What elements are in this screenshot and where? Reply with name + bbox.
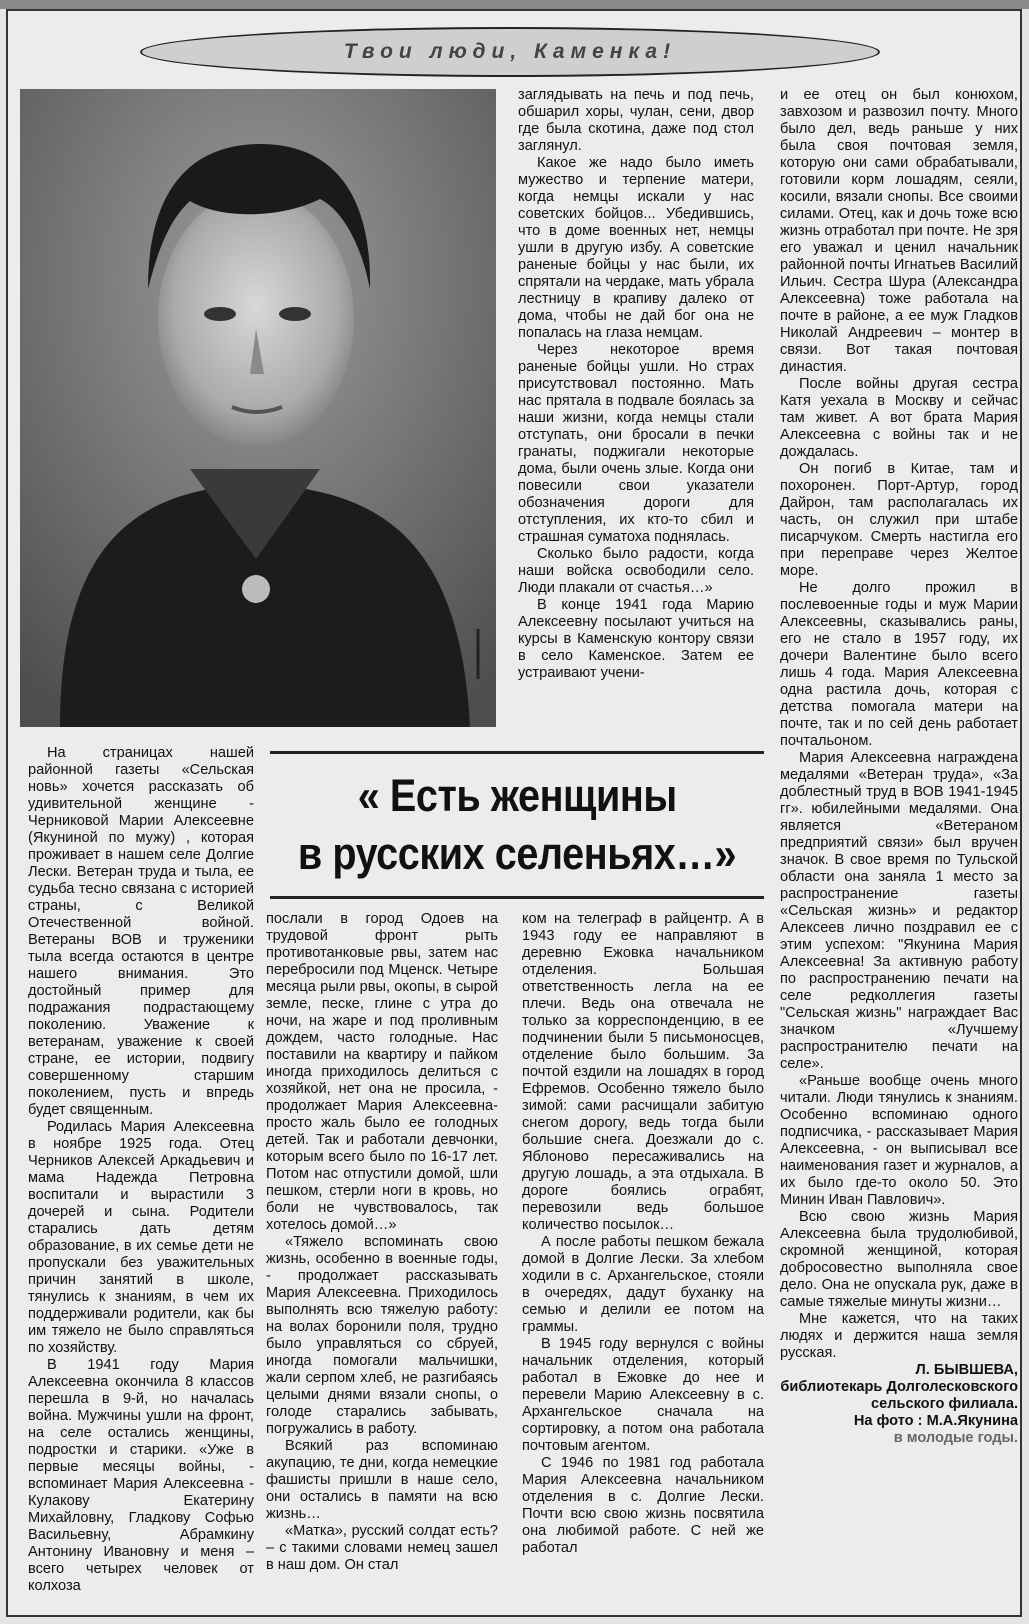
paragraph: Всякий раз вспоминаю акупацию, те дни, когда немецкие фашисты пришли в наше село, они остались в памяти на всю жизнь… <box>266 1438 498 1522</box>
paragraph: послали в город Одоев на трудовой фронт рыть противотанковые рвы, затем нас перебросили под Мценск. Четыре месяца рыли рвы, окопы, в сырой земле, песке, глине с утра до ночи, на жаре и под проливным дождем, часто голодные. Нас поставили на квартиру и пайком иногда приходилось делиться с хозяйкой, нет она не просила, - продолжает Мария Алексеевна- просто жаль было ее голодных детей. Так и работали девчонки, которым всего было по 16-17 лет. Потом нас отпустили домой, шли пешком, стерли ноги в кровь, но боли не чувствовалось, так хотелось домой…» <box>266 911 498 1233</box>
paragraph: Мария Алексеевна награждена медалями «Ветеран труда», «За доблестный труд в ВОВ 1941-1945 гг». юбилейными медалями. Она является «Ветераном предприятий связи» был вручен значок. В свое время по Тульской области она заняла 1 место за распространение газеты «Сельская жизнь» и редактор Алексеев лично поздравил ее с этим успехом: "Якунина Мария Алексеевна! За активную работу по распространению печати на селе редколлегия газеты "Сельская жизнь" награждает Вас значком «Лучшему распространителю печати на селе». <box>780 750 1018 1072</box>
photo-caption-2: в молодые годы. <box>893 1430 1018 1446</box>
paragraph: Не долго прожил в послевоенные годы и муж Марии Алексеевны, сказывались раны, его не стало в 1957 году, их дочери Валентине было всего лишь 4 года. Мария Алексеевна одна растила дочь, которая с детства помогала матери на почте, так и по сей день работает почтальоном. <box>780 580 1018 749</box>
paragraph: «Тяжело вспоминать свою жизнь, особенно в военные годы, - продолжает рассказывать Мария Алексеевна. Приходилось выполнять всю тяжелую работу: на волах боронили поля, трудно было управляться со сбруей, иногда помогали мальчишки, жали серпом хлеб, не разгибаясь целыми днями вязали снопы, о голоде старались забывать, погружались в работу. <box>266 1234 498 1437</box>
paragraph: А после работы пешком бежала домой в Долгие Лески. За хлебом ходили в с. Архангельское, стояли в очередях, дадут буханку на семью и делили ее потом на граммы. <box>522 1234 764 1335</box>
paragraph: Всю свою жизнь Мария Алексеевна была трудолюбивой, скромной женщиной, которая добросовестно выполняла свое дело. Она не опускала рук, даже в самые тяжелые минуты жизни… <box>780 1209 1018 1310</box>
article-headline <box>270 751 764 899</box>
paragraph: Мне кажется, что на таких людях и держится наша земля русская. <box>780 1311 1018 1361</box>
top-bar <box>0 0 1029 9</box>
paragraph: С 1946 по 1981 год работала Мария Алексеевна начальником отделения в с. Долгие Лески. Почти всю свою жизнь посвятила она любимой работе. С ней же работал <box>522 1455 764 1556</box>
paragraph: Родилась Мария Алексеевна в ноябре 1925 года. Отец Черников Алексей Аркадьевич и мама Надежда Петровна воспитали и вырастили 3 дочерей и сына. Родители старались дать детям образование, в их семье дети не пропускали без уважительных причин занятий в школе, тянулись к знаниям, в чем их поддерживали родители, как бы им тяжело не было справляться по хозяйству. <box>28 1119 254 1356</box>
paragraph: Через некоторое время раненые бойцы ушли. Но страх присутствовал постоянно. Мать нас прятала в подвале боялась за наши жизни, когда немцы стали отступать, они бросали в печки гранаты, поджигали некоторые дома, были очень злые. Когда они повесили свои указатели обозначения дороги для отступления, их кто-то сбил и страшная суматоха поднялась. <box>518 342 754 545</box>
photo-caption: На фото : М.А.Якунина <box>853 1413 1018 1429</box>
portrait-photo <box>20 89 496 727</box>
column-e <box>522 911 764 1617</box>
paragraph: На страницах нашей районной газеты «Сельская новь» хочется рассказать об удивительной женщине - Черниковой Марии Алексеевне (Якуниной по мужу) , которая проживает в нашем селе Долгие Лески. Ветеран труда и тыла, ее судьба тесно связана с историей страны, с Великой Отечественной войной. Ветераны ВОВ и труженики тыла всегда остаются в центре нашего внимания. Это достойный пример для подражания подрастающему поколению. Уважение к ветеранам, уважение к своей стране, ее истории, подвигу совершенному старшим поколением, пусть и впредь будет священным. <box>28 745 254 1118</box>
column-c <box>28 745 254 1615</box>
paragraph: Он погиб в Китае, там и похоронен. Порт-Артур, город Дайрон, там располагалась их часть, он служил при штабе писарчуком. Смерть настигла его при переправе через Желтое море. <box>780 461 1018 579</box>
headline-line-1: « Есть женщины <box>357 770 677 821</box>
paragraph: Какое же надо было иметь мужество и терпение матери, когда немцы искали у нас советских бойцов... Убедившись, что в доме военных нет, немцы ушли в другую избу. А советские раненые бойцы у нас были, их спрятали на чердаке, мать убрала лестницу в крапиву далеко от дома, чтобы не дай бог она не попалась на глаза немцам. <box>518 155 754 341</box>
column-d <box>266 911 498 1617</box>
paragraph: В 1941 году Мария Алексеевна окончила 8 классов перешла в 9-й, но началась война. Мужчины ушли на фронт, на селе остались женщины, подростки и старики. «Уже в первые месяцы войны, - вспоминает Мария Алексеевна - Кулакову Екатерину Михайловну, Гладкову Софью Васильевну, Абрамкину Антонину Ивановну и меня – всего четырех человек от колхоза <box>28 1357 254 1594</box>
paragraph: В 1945 году вернулся с войны начальник отделения, который работал в Ежовке до нее и перевели Марию Алексеевну в с. Архангельское сначала на сортировку, а потом она работала почтовым агентом. <box>522 1336 764 1454</box>
newspaper-page <box>6 9 1022 1617</box>
section-title: Твои люди, Каменка! <box>343 40 677 63</box>
paragraph: Сколько было радости, когда наши войска освободили село. Люди плакали от счастья…» <box>518 546 754 596</box>
portrait-image <box>20 89 496 727</box>
paragraph: «Раньше вообще очень много читали. Люди тянулись к знаниям. Особенно вспоминаю одного подписчика, - рассказывает Мария Алексеевна, - он выписывал все наименования газет и журналов, а их было где-то около 50. Это Минин Иван Павлович». <box>780 1073 1018 1208</box>
paragraph: «Матка», русский солдат есть? – с такими словами немец зашел в наш дом. Он стал <box>266 1523 498 1573</box>
section-banner <box>140 27 880 77</box>
column-a <box>518 87 754 735</box>
headline-line-2: в русских селеньях…» <box>297 828 737 879</box>
paragraph: заглядывать на печь и под печь, обшарил хоры, чулан, сени, двор где была скотина, даже под стол заглянул. <box>518 87 754 154</box>
signature-author: Л. БЫВШЕВА, <box>915 1362 1018 1378</box>
column-b <box>780 87 1018 1617</box>
paragraph: ком на телеграф в райцентр. А в 1943 году ее направляют в деревню Ежовка начальником отделения. Большая ответственность легла на ее плечи. Ведь она отвечала не только за корреспонденцию, в ее подчинении были 5 письмоносцев, отделение было большим. За почтой ездили на лошадях в город Ефремов. Особенно тяжело было зимой: сами расчищали забитую снегом дорогу, ведь тогда были большие снега. Доезжали до с. Яблоново пересаживались на другую лошадь, а эта отдыхала. В дороге боялись ограбят, перевозили ведь большое количество посылок… <box>522 911 764 1233</box>
paragraph: После войны другая сестра Катя уехала в Москву и сейчас там живет. А вот брата Мария Алексеевна с войны так и не дождалась. <box>780 376 1018 460</box>
paragraph: В конце 1941 года Марию Алексеевну посылают учиться на курсы в Каменскую контору связи в село Каменское. Затем ее устраивают учени- <box>518 597 754 681</box>
signature-position: библиотекарь Долголесковского сельского филиала. <box>780 1379 1018 1412</box>
paragraph: и ее отец он был конюхом, завхозом и развозил почту. Много было дел, ведь раньше у них была своя почтовая земля, которую они сами обрабатывали, готовили корм лошадям, сеяли, косили, вязали снопы. Все своими силами. Отец, как и дочь тоже всю жизнь отработал при почте. Не зря его уважал и ценил начальник районной почты Игнатьев Василий Ильич. Сестра Шура (Александра Алексеевна) тоже работала на почте в районе, а ее муж Гладков Николай Андреевич – монтер в связи. Вот такая почтовая династия. <box>780 87 1018 375</box>
